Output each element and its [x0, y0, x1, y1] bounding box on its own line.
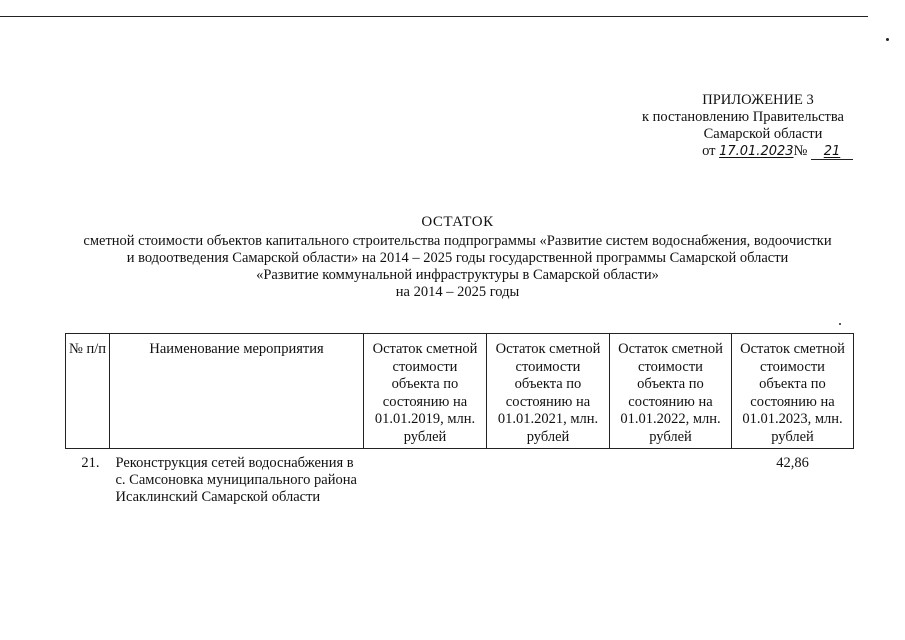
scan-speck — [839, 323, 841, 325]
appendix-date-line — [593, 143, 853, 160]
column-header-2021: Остаток сметной стоимости объекта по состоянию на 01.01.2021, млн. рублей — [487, 334, 610, 449]
appendix-line: к постановлению Правительства — [642, 109, 844, 125]
column-header-2023: Остаток сметной стоимости объекта по состоянию на 01.01.2023, млн. рублей — [732, 334, 854, 449]
row-value-2021 — [487, 449, 610, 513]
appendix-line: Самарской области — [703, 126, 823, 142]
scan-border-line — [0, 16, 868, 17]
scan-speck — [886, 38, 889, 41]
date-prefix: от — [702, 143, 716, 159]
row-value-2019 — [364, 449, 487, 513]
table-header-row — [66, 334, 854, 449]
table-row — [66, 449, 854, 513]
document-heading — [40, 214, 875, 301]
handwritten-date: 17.01.2023 — [719, 144, 794, 159]
row-name: Реконструкция сетей водоснабжения в с. Самсоновка муниципального района Исаклинский Самарской области — [115, 455, 357, 505]
column-header-2019: Остаток сметной стоимости объекта по состоянию на 01.01.2019, млн. рублей — [364, 334, 487, 449]
row-value-2022 — [610, 449, 732, 513]
row-index: 21. — [81, 455, 100, 471]
heading-line: «Развитие коммунальной инфраструктуры в Самарской области» — [256, 267, 659, 283]
heading-title: ОСТАТОК — [421, 214, 494, 230]
appendix-block — [593, 92, 853, 160]
column-header-number: № п/п — [66, 334, 110, 449]
number-prefix: № — [793, 143, 808, 159]
column-header-name: Наименование мероприятия — [110, 334, 364, 449]
handwritten-number: 21 — [811, 145, 853, 160]
heading-line: и водоотведения Самарской области» на 2014 – 2025 годы государственной программы Самарской области — [126, 250, 789, 266]
heading-line: сметной стоимости объектов капитального строительства подпрограммы «Развитие систем водоснабжения, водоочистки — [83, 233, 832, 249]
heading-line: на 2014 – 2025 годы — [395, 284, 520, 300]
budget-table — [65, 333, 854, 512]
row-value-2023: 42,86 — [776, 455, 809, 471]
appendix-title: ПРИЛОЖЕНИЕ 3 — [702, 92, 814, 108]
column-header-2022: Остаток сметной стоимости объекта по состоянию на 01.01.2022, млн. рублей — [610, 334, 732, 449]
